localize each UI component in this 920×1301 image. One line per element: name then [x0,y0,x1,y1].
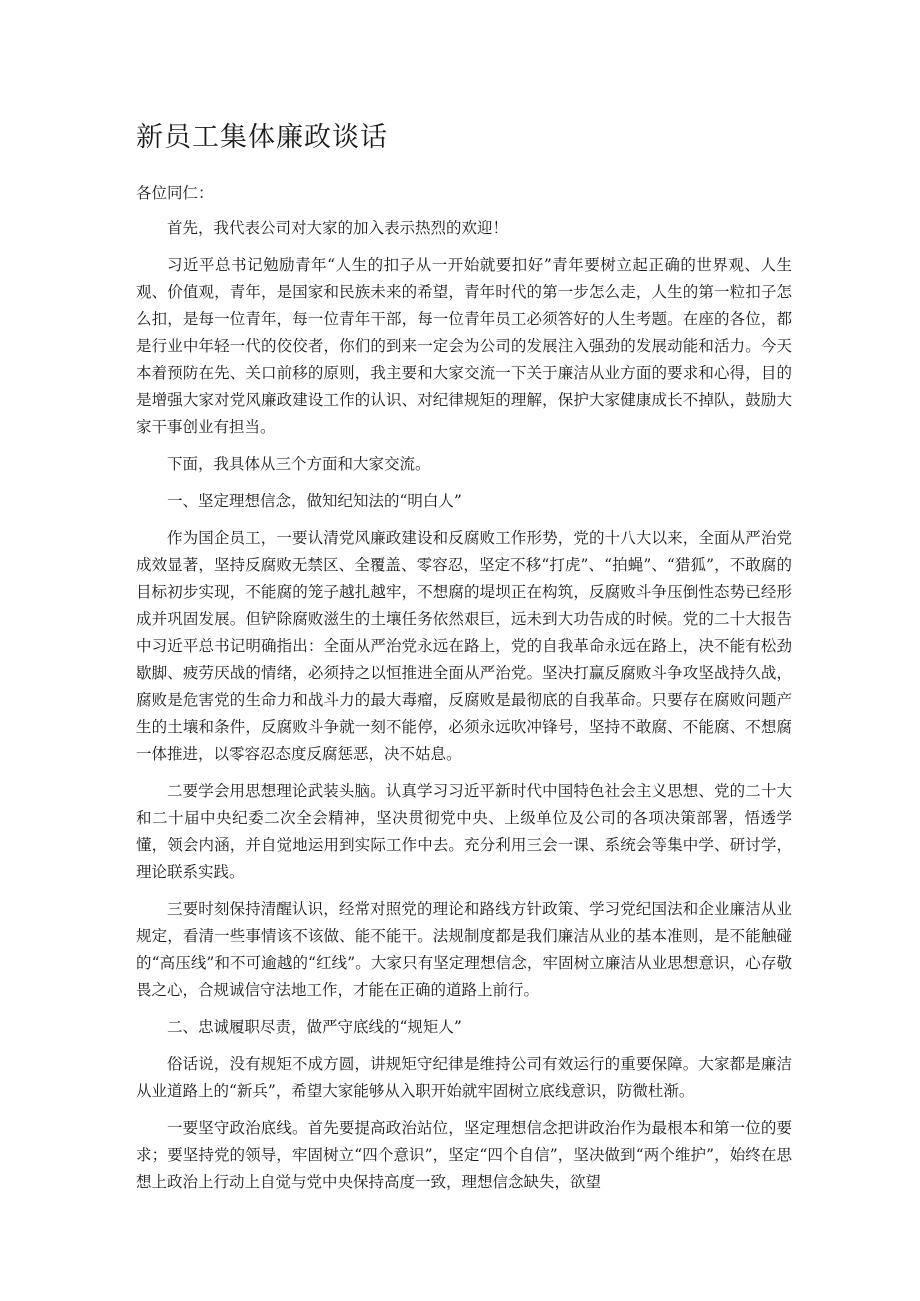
paragraph-section1-point2: 二要学会用思想理论武装头脑。认真学习习近平新时代中国特色社会主义思想、党的二十大和二十届中央纪委二次全会精神，坚决贯彻党中央、上级单位及公司的各项决策部署，悟透学懂，领会内涵，并自觉地运用到实际工作中去。充分利用三会一课、系统会等集中学、研讨学，理论联系实践。 [136,782,792,881]
paragraph-section1-point3: 三要时刻保持清醒认识，经常对照党的理论和路线方针政策、学习党纪国法和企业廉洁从业规定，看清一些事情该不该做、能不能干。法规制度都是我们廉洁从业的基本准则，是不能触碰的“高压线”和不可逾越的“红线”。大家只有坚定理想信念，牢固树立廉洁从业思想意识，心存敬畏之心，合规诚信守法地工作，才能在正确的道路上前行。 [136,900,792,999]
paragraph-intro: 习近平总书记勉励青年“人生的扣子从一开始就要扣好”青年要树立起正确的世界观、人生观、价值观，青年，是国家和民族未来的希望，青年时代的第一步怎么走，人生的第一粒扣子怎么扣，是每一位青年，每一位青年干部，每一位青年员工必须答好的人生考题。在座的各位，都是行业中年轻一代的佼佼者，你们的到来一定会为公司的发展注入强劲的发展动能和活力。今天本着预防在先、关口前移的原则，我主要和大家交流一下关于廉洁从业方面的要求和心得，目的是增强大家对党风廉政建设工作的认识、对纪律规矩的理解，保护大家健康成长不掉队，鼓励大家干事创业有担当。 [136,256,792,436]
section-heading-2: 二、忠诚履职尽责，做严守底线的“规矩人” [167,1018,462,1036]
paragraph-welcome: 首先，我代表公司对大家的加入表示热烈的欢迎！ [167,219,509,237]
document-title: 新员工集体廉政谈话 [136,122,388,153]
salutation: 各位同仁： [136,184,214,202]
section-heading-1: 一、坚定理想信念，做知纪知法的“明白人” [167,492,462,510]
paragraph-section1-point1: 作为国企员工，一要认清党风廉政建设和反腐败工作形势，党的十八大以来，全面从严治党成效显著，坚持反腐败无禁区、全覆盖、零容忍，坚定不移“打虎”、“拍蝇”、“猎狐”，不敢腐的目标初步实现，不能腐的笼子越扎越牢，不想腐的堤坝正在构筑，反腐败斗争压倒性态势已经形成并巩固发展。但铲除腐败滋生的土壤任务依然艰巨，远未到大功告成的时候。党的二十大报告中习近平总书记明确指出：全面从严治党永远在路上，党的自我革命永远在路上，决不能有松劲歇脚、疲劳厌战的情绪，必须持之以恒推进全面从严治党。坚决打赢反腐败斗争攻坚战持久战，腐败是危害党的生命力和战斗力的最大毒瘤，反腐败是最彻底的自我革命。只要存在腐败问题产生的土壤和条件，反腐败斗争就一刻不能停，必须永远吹冲锋号，坚持不敢腐、不能腐、不想腐一体推进，以零容忍态度反腐惩恶，决不姑息。 [136,529,792,763]
document-page [136,118,792,1206]
paragraph-section2-point1: 一要坚守政治底线。首先要提高政治站位，坚定理想信念把讲政治作为最根本和第一位的要求；要坚持党的领导，牢固树立“四个意识”，坚定“四个自信”，坚决做到“两个维护”，始终在思想上政治上行动上自觉与党中央保持高度一致，理想信念缺失，欲望 [136,1119,792,1191]
paragraph-outline: 下面，我具体从三个方面和大家交流。 [167,455,431,473]
paragraph-section2-intro: 俗话说，没有规矩不成方圆，讲规矩守纪律是维持公司有效运行的重要保障。大家都是廉洁从业道路上的“新兵”，希望大家能够从入职开始就牢固树立底线意识，防微杜渐。 [136,1055,792,1100]
